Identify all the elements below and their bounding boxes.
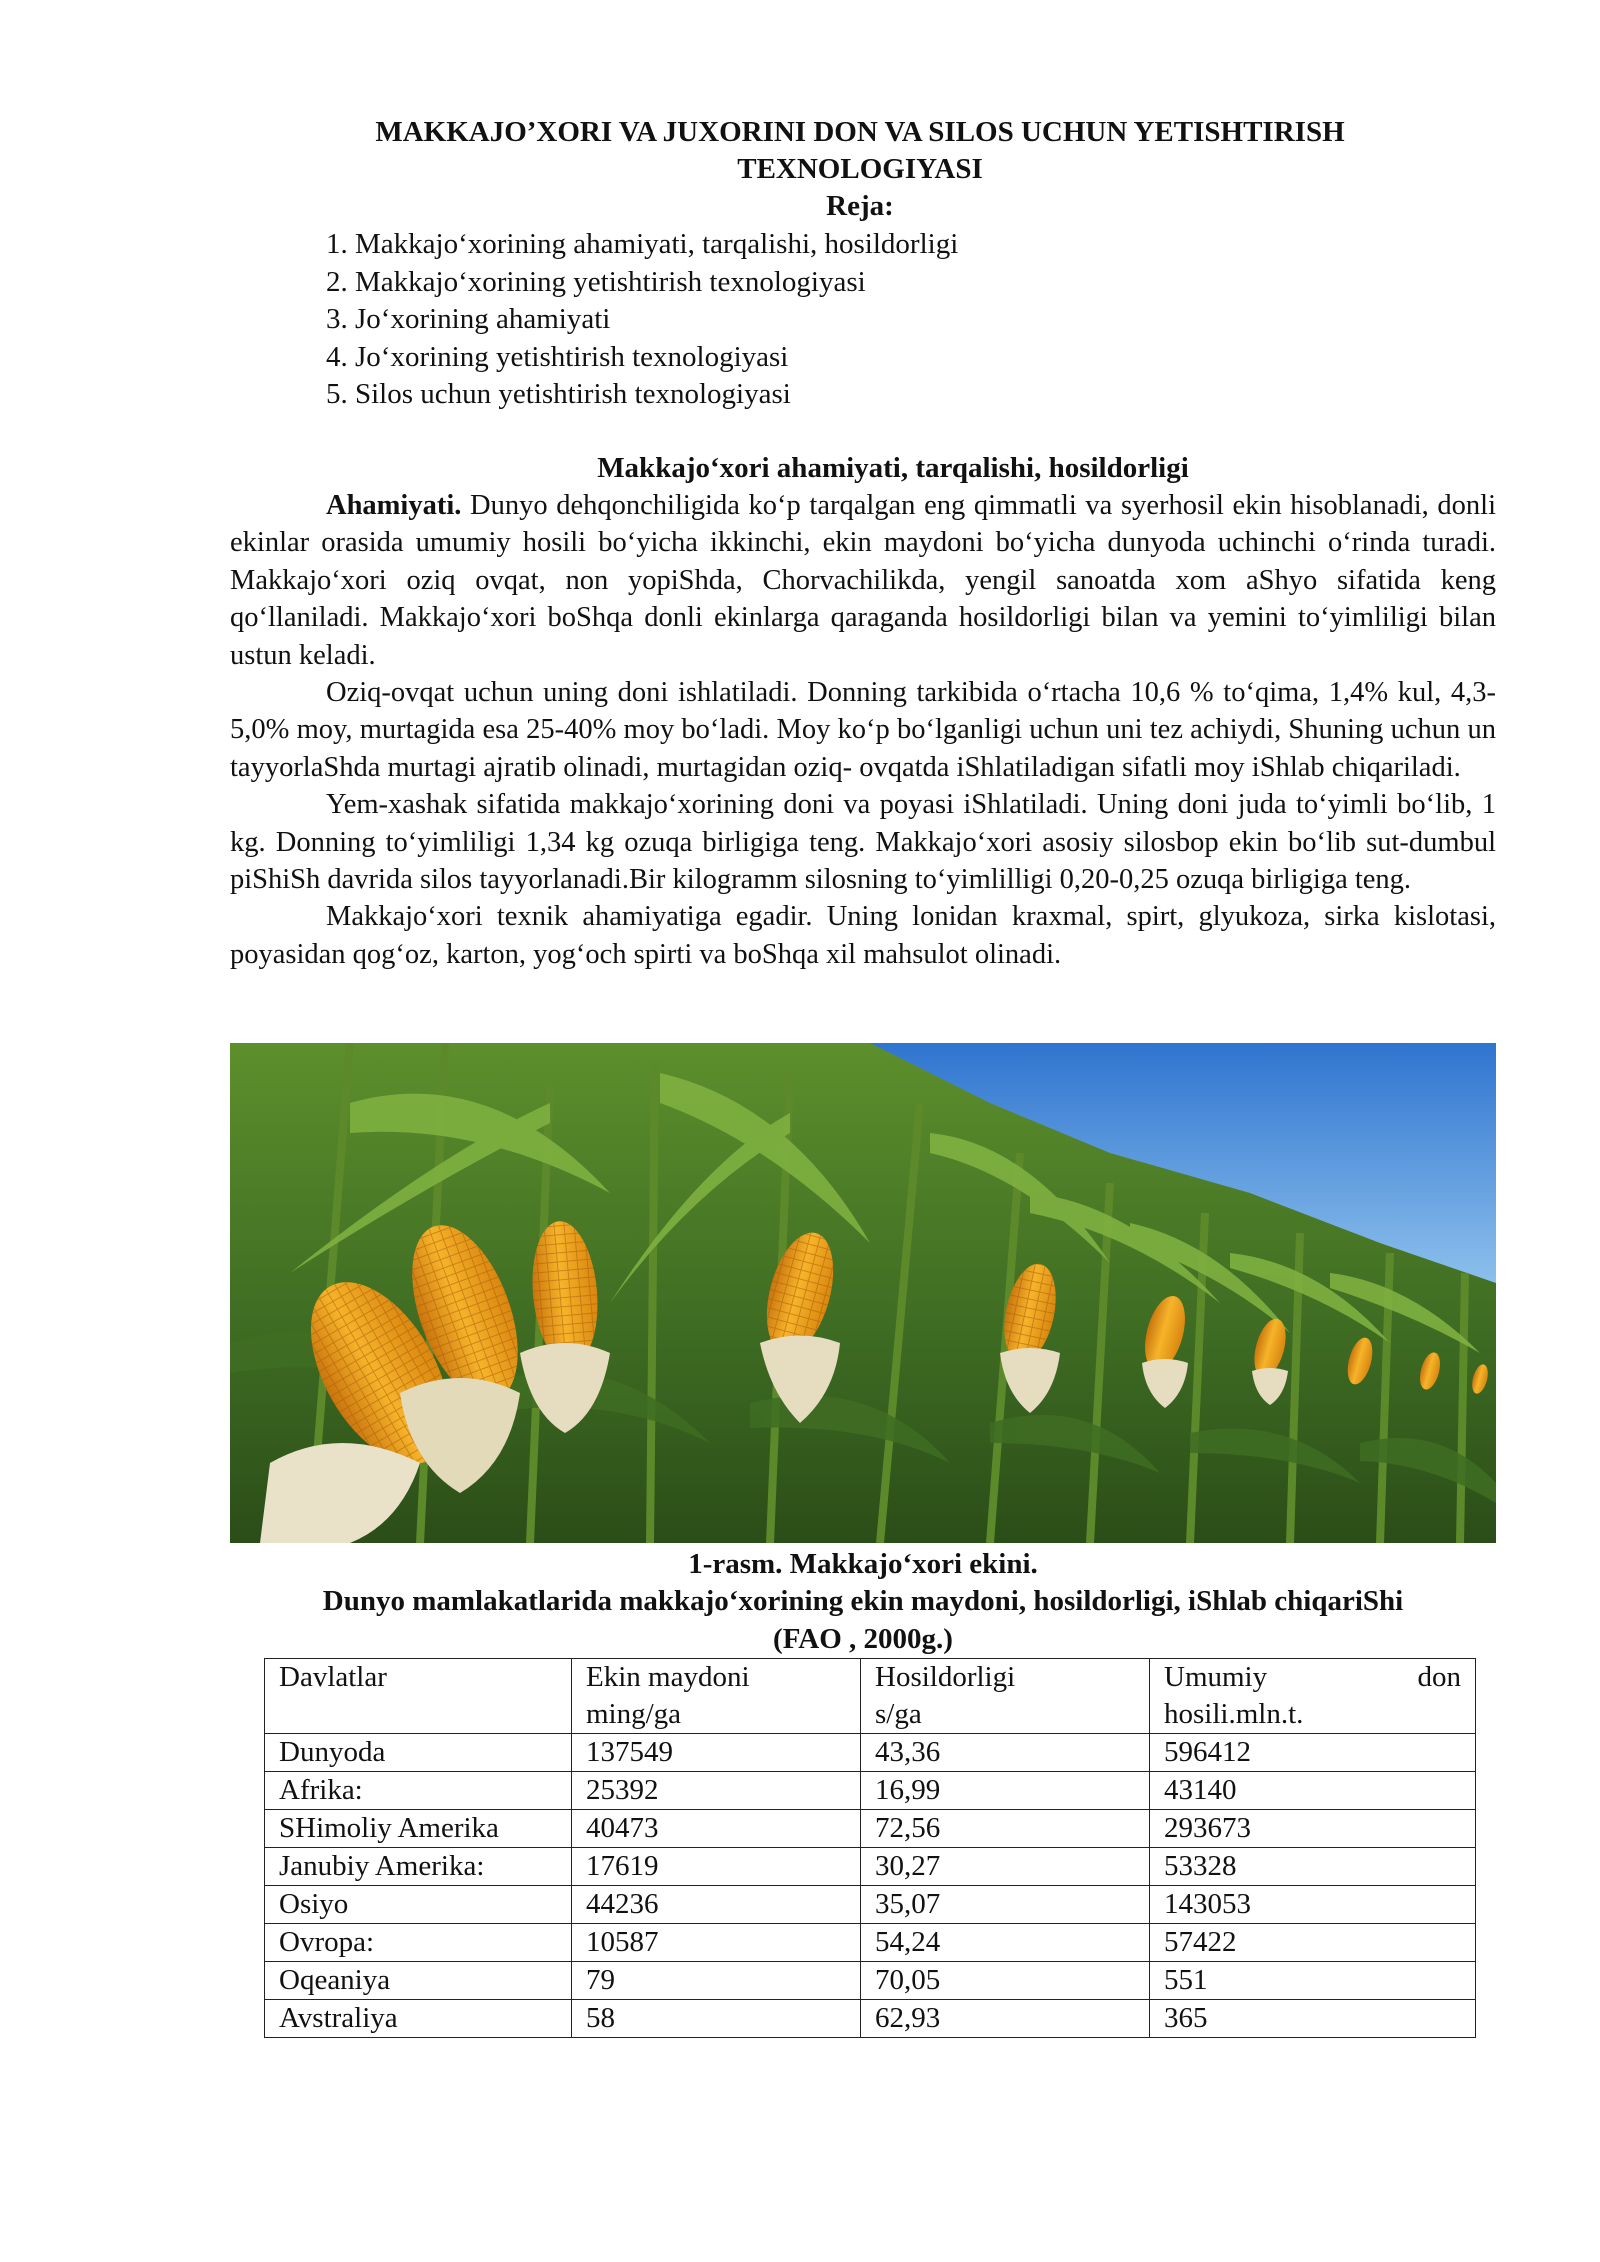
table-cell: SHimoliy Amerika xyxy=(265,1810,572,1848)
table-cell: 43,36 xyxy=(861,1734,1150,1772)
table-row xyxy=(265,1924,1476,1962)
body-text xyxy=(230,487,1496,973)
table-cell: Avstraliya xyxy=(265,2000,572,2038)
paragraph-food-use: Oziq-ovqat uchun uning doni ishlatiladi. Donning tarkibida o‘rtacha 10,6 % to‘qima, 1,4% kul, 4,3-5,0% moy, murtagida esa 25-40% moy bo‘ladi. Moy ko‘p bo‘lganligi uchun uni tez achiydi, Shuning uchun un tayyorlaShda murtagi ajratib olinadi, murtagidan oziq- ovqatda iShlatiladigan sifatli moy iShlab chiqariladi. xyxy=(230,677,1496,783)
table-cell: 43140 xyxy=(1150,1772,1476,1810)
table-cell: 30,27 xyxy=(861,1848,1150,1886)
header-text: Umumiy xyxy=(1164,1661,1268,1693)
table-cell: Oqeaniya xyxy=(265,1962,572,2000)
table-cell: 365 xyxy=(1150,2000,1476,2038)
table-cell: 143053 xyxy=(1150,1886,1476,1924)
paragraph-lead: Ahamiyati. xyxy=(326,490,462,521)
table-header-row xyxy=(265,1659,1476,1734)
table-cell: 58 xyxy=(572,2000,861,2038)
table-cell: Ovropa: xyxy=(265,1924,572,1962)
table-cell: 25392 xyxy=(572,1772,861,1810)
header-cell xyxy=(265,1659,572,1734)
table-cell: 79 xyxy=(572,1962,861,2000)
table-row xyxy=(265,1772,1476,1810)
plan-item: 2. Makkajo‘xorining yetishtirish texnologiyasi xyxy=(326,265,866,298)
table-row xyxy=(265,1810,1476,1848)
header-unit: hosili.mln.t. xyxy=(1164,1698,1304,1730)
table-cell: 53328 xyxy=(1150,1848,1476,1886)
table-cell: 17619 xyxy=(572,1848,861,1886)
paragraph-importance xyxy=(230,487,1496,674)
paragraph-feed-use: Yem-xashak sifatida makkajo‘xorining doni va poyasi iShlatiladi. Uning doni juda to‘yimli bo‘lib, 1 kg. Donning to‘yimliligi 1,34 kg ozuqa birligiga teng. Makkajo‘xori asosiy silosbop ekin bo‘lib sut-dumbul piShiSh davrida silos tayyorlanadi.Bir kilogramm silosning to‘yimlilligi 0,20-0,25 ozuqa birligiga teng. xyxy=(230,789,1496,896)
table-cell: 596412 xyxy=(1150,1734,1476,1772)
header-text: Ekin maydoni xyxy=(586,1661,750,1693)
table-title-line-1: Dunyo mamlakatlarida makkajo‘xorining ekin maydoni, hosildorligi, iShlab chiqariShi xyxy=(322,1585,1404,1617)
figure-caption: 1-rasm. Makkajo‘xori ekini. xyxy=(688,1548,1038,1580)
table-cell: 293673 xyxy=(1150,1810,1476,1848)
paragraph-technical-use: Makkajo‘xori texnik ahamiyatiga egadir. Uning lonidan kraxmal, spirt, glyukoza, sirka kislotasi, poyasidan qog‘oz, karton, yog‘och spirti va boShqa xil mahsulot olinadi. xyxy=(230,901,1496,970)
table-row xyxy=(265,1734,1476,1772)
table-cell: 551 xyxy=(1150,1962,1476,2000)
table-cell: 54,24 xyxy=(861,1924,1150,1962)
table-cell: 137549 xyxy=(572,1734,861,1772)
table-cell: 62,93 xyxy=(861,2000,1150,2038)
plan-item: 3. Jo‘xorining ahamiyati xyxy=(326,303,611,335)
plan-item: 1. Makkajo‘xorining ahamiyati, tarqalishi, hosildorligi xyxy=(326,228,959,260)
header-cell xyxy=(861,1659,1150,1734)
table-cell: Dunyoda xyxy=(265,1734,572,1772)
corn-field-photo xyxy=(230,1043,1496,1543)
header-text: Davlatlar xyxy=(279,1661,387,1693)
table-row xyxy=(265,2000,1476,2038)
title-line-2: TEXNOLOGIYASI xyxy=(737,153,983,185)
plan-item: 5. Silos uchun yetishtirish texnologiyasi xyxy=(326,378,791,410)
table-cell: 10587 xyxy=(572,1924,861,1962)
plan-item: 4. Jo‘xorining yetishtirish texnologiyasi xyxy=(326,340,789,373)
table-row xyxy=(265,1848,1476,1886)
table-cell: 40473 xyxy=(572,1810,861,1848)
table-row xyxy=(265,1886,1476,1924)
table-title-line-2: (FAO , 2000g.) xyxy=(773,1622,953,1655)
header-text-row xyxy=(1164,1659,1461,1696)
table-cell: 44236 xyxy=(572,1886,861,1924)
table-cell: 16,99 xyxy=(861,1772,1150,1810)
header-cell xyxy=(572,1659,861,1734)
table-title xyxy=(230,1583,1496,1658)
paragraph-text: Dunyo dehqonchiligida ko‘p tarqalgan eng qimmatli va syerhosil ekin hisoblanadi, donli ekinlar orasida umumiy hosili bo‘yicha ikkinchi, ekin maydoni bo‘yicha dunyoda uchinchi o‘rinda turadi. Makkajo‘xori oziq ovqat, non yopiShda, Chorvachilikda, yengil sanoatda xom aShyo sifatida keng qo‘llaniladi. Makkajo‘xori boShqa donli ekinlarga qaraganda hosildorligi bilan va yemini to‘yimliligi bilan ustun keladi. xyxy=(230,490,1496,671)
header-text: Hosildorligi xyxy=(875,1661,1016,1693)
table-cell: Afrika: xyxy=(265,1772,572,1810)
header-text: don xyxy=(1417,1661,1461,1693)
corn-statistics-table xyxy=(264,1658,1476,2038)
table-cell: 72,56 xyxy=(861,1810,1150,1848)
header-unit: s/ga xyxy=(875,1698,922,1730)
title-line-1: MAKKAJO’XORI VA JUXORINI DON VA SILOS UCHUN YETISHTIRISH xyxy=(375,116,1345,148)
document-title xyxy=(230,114,1490,188)
table-cell: 57422 xyxy=(1150,1924,1476,1962)
plan-heading: Reja: xyxy=(826,190,894,222)
table-row xyxy=(265,1962,1476,2000)
table-cell: 35,07 xyxy=(861,1886,1150,1924)
plan-list xyxy=(326,226,958,414)
header-cell xyxy=(1150,1659,1476,1734)
section-heading: Makkajo‘xori ahamiyati, tarqalishi, hosildorligi xyxy=(597,452,1189,484)
header-unit: ming/ga xyxy=(586,1698,682,1730)
table-cell: 70,05 xyxy=(861,1962,1150,2000)
table-cell: Osiyo xyxy=(265,1886,572,1924)
table-cell: Janubiy Amerika: xyxy=(265,1848,572,1886)
